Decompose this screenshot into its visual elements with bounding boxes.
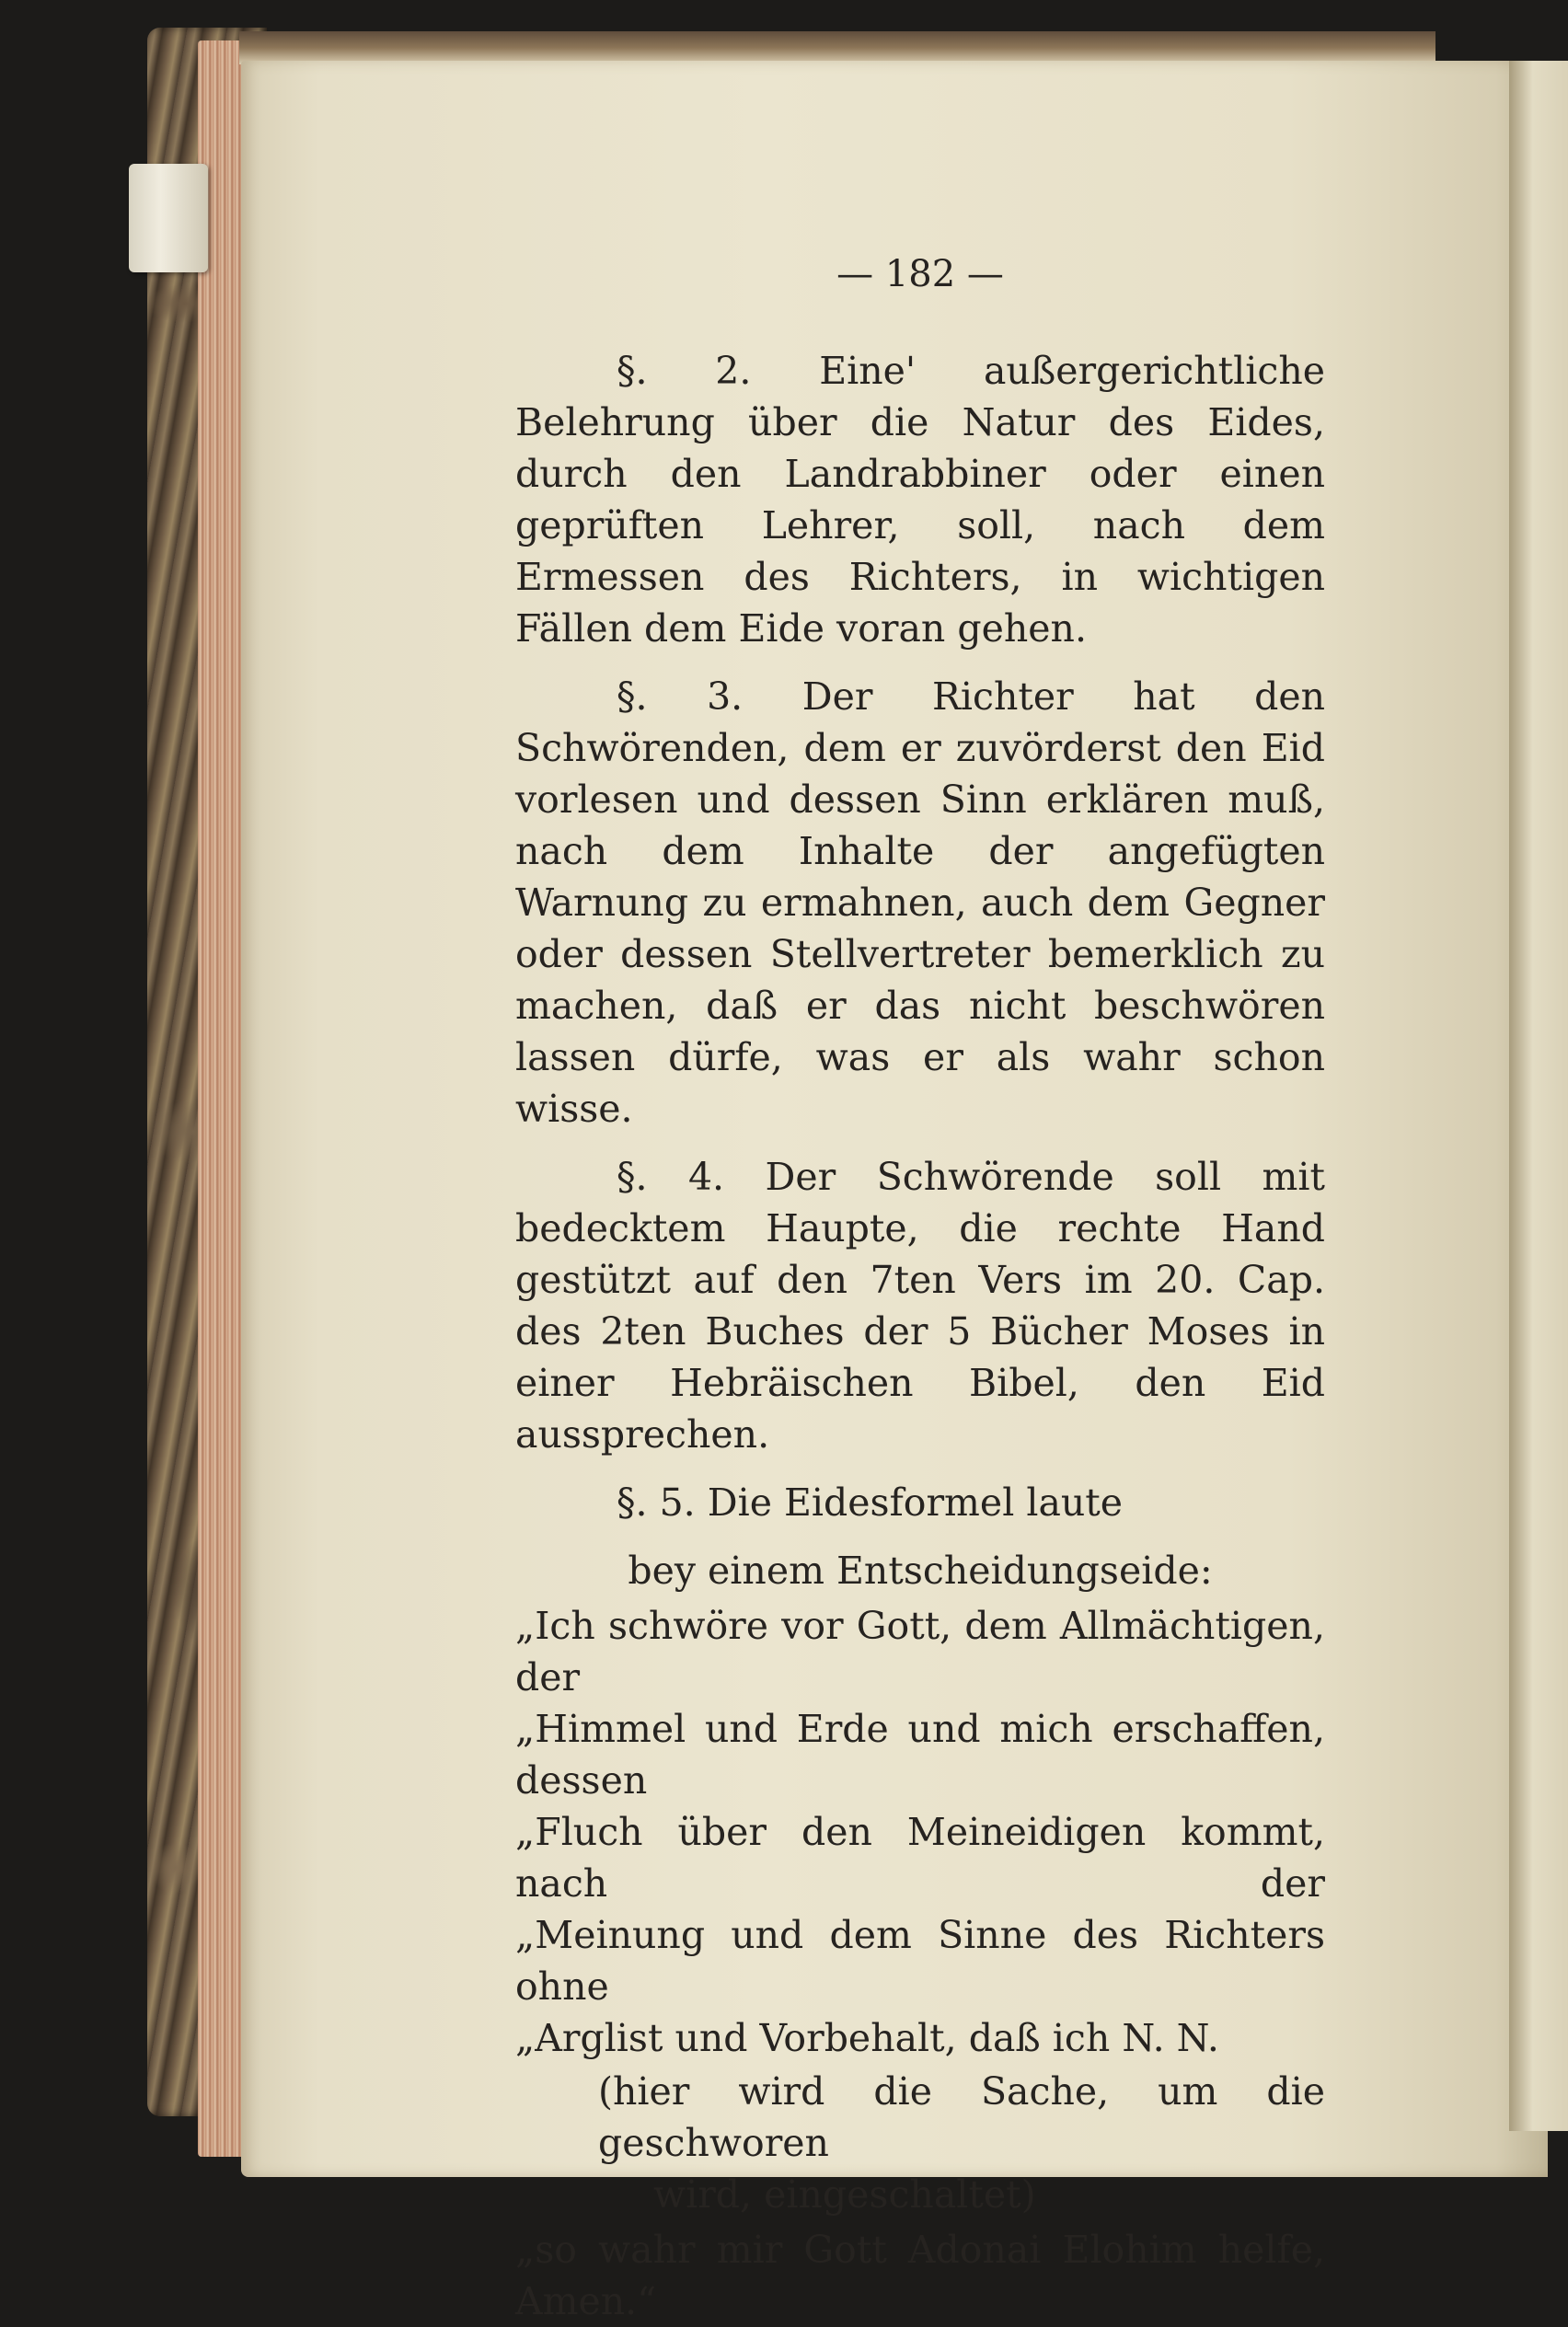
oath-line: „Ich schwöre vor Gott, dem Allmächtigen, der	[515, 1604, 1325, 1699]
bookmark-tab	[129, 164, 208, 272]
oath-line: „Arglist und Vorbehalt, daß ich N. N.	[515, 2016, 1219, 2060]
oath-final-line: „so wahr mir Gott Adonai Elohim helfe, Amen.“	[515, 2228, 1325, 2323]
oath-note-line-2: wird, eingeschaltet)	[653, 2172, 1036, 2217]
paragraph-section-3: §. 3. Der Richter hat den Schwörenden, dem er zuvörderst den Eid vorlesen und dessen Sinn erklären muß, nach dem Inhalte der angefügten Warnung zu ermahnen, auch dem Gegner oder dessen Stellvertreter bemerklich zu machen, daß er das nicht beschwören lassen dürfe, was er als wahr schon wisse.	[515, 674, 1325, 1131]
paragraph-section-4: §. 4. Der Schwörende soll mit bedecktem Haupte, die rechte Hand gestützt auf den 7ten Vers im 20. Cap. des 2ten Buches der 5 Bücher Moses in einer Hebräischen Bibel, den Eid aussprechen.	[515, 1155, 1325, 1457]
oath-line: „Meinung und dem Sinne des Richters ohne	[515, 1913, 1325, 2009]
paragraph-section-5: §. 5. Die Eidesformel laute	[617, 1480, 1124, 1525]
oath-line: „Himmel und Erde und mich erschaffen, dessen	[515, 1707, 1325, 1803]
page-text	[515, 345, 1325, 2327]
oath-note-line-1: (hier wird die Sache, um die geschworen	[598, 2069, 1325, 2165]
page-gutter	[1509, 61, 1568, 2131]
oath-heading: bey einem Entscheidungseide:	[628, 1549, 1213, 1593]
page-number: — 182 —	[836, 253, 1004, 295]
oath-line: „Fluch über den Meineidigen kommt, nach der	[515, 1810, 1325, 1906]
book-top-edge	[239, 31, 1435, 64]
paragraph-section-2: §. 2. Eine' außergerichtliche Belehrung über die Natur des Eides, durch den Landrabbiner oder einen geprüften Lehrer, soll, nach dem Ermessen des Richters, in wichtigen Fällen dem Eide voran gehen.	[515, 349, 1325, 651]
